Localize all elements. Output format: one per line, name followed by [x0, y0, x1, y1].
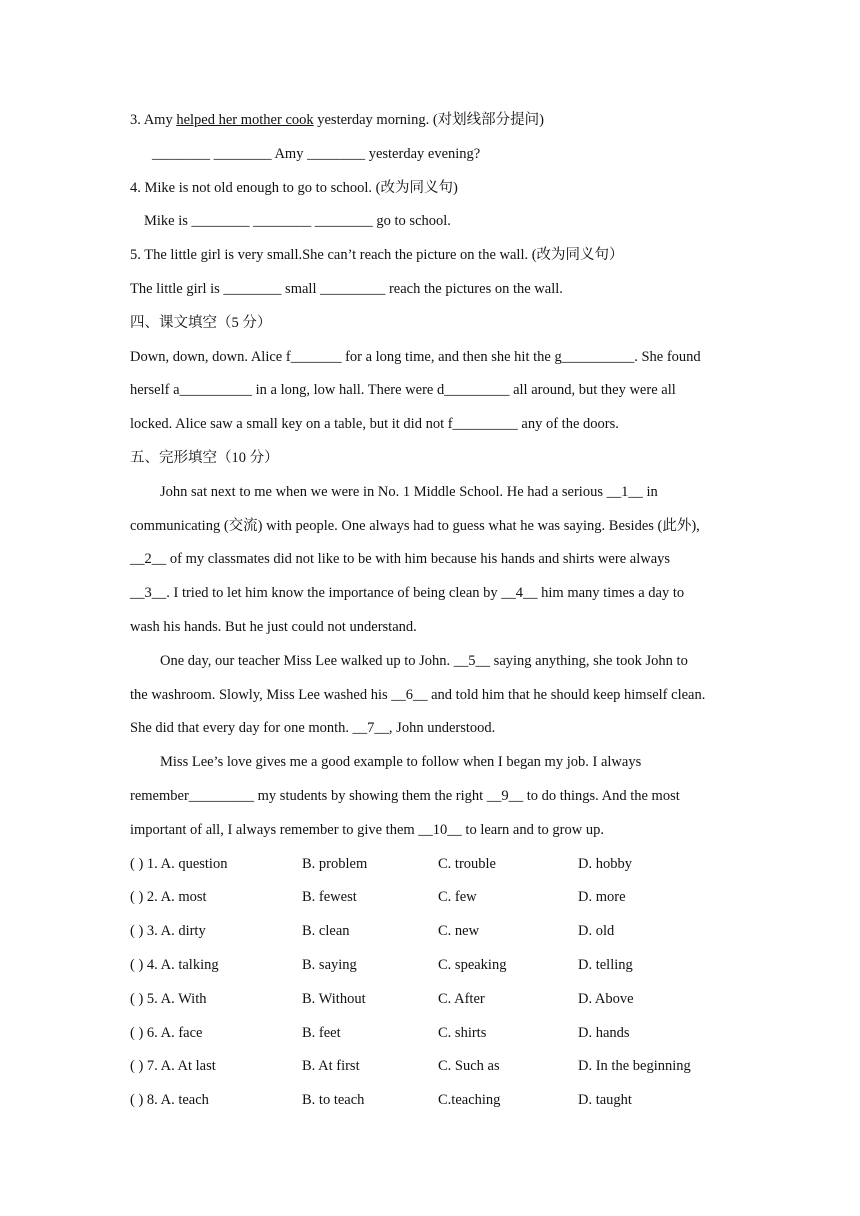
option-4-d: D. telling	[578, 956, 633, 973]
option-7-b: B. At first	[302, 1058, 360, 1075]
option-6-b: B. feet	[302, 1024, 341, 1041]
option-7-a: ( ) 7. A. At last	[130, 1058, 216, 1075]
option-3-d: D. old	[578, 923, 615, 940]
option-1-b: B. problem	[302, 855, 368, 872]
option-row-3	[130, 915, 730, 949]
option-3-a: ( ) 3. A. dirty	[130, 923, 206, 940]
option-row-6	[130, 1017, 730, 1051]
option-5-c: C. After	[438, 990, 485, 1007]
option-7-d: D. In the beginning	[578, 1058, 691, 1075]
option-8-b: B. to teach	[302, 1092, 365, 1109]
option-row-1	[130, 848, 730, 882]
section-4-heading: 四、课文填空（5 分）	[130, 314, 272, 331]
section-4-line-2-text: herself a__________ in a long, low hall. There were d_________ all around, but they were all	[130, 382, 676, 399]
option-2-c: C. few	[438, 889, 477, 906]
question-5: 5. The little girl is very small.She can’t reach the picture on the wall. (改为同义句）	[130, 247, 624, 264]
question-3-pre: 3. Amy	[130, 112, 177, 128]
option-1-c: C. trouble	[438, 855, 496, 872]
option-7-c: C. Such as	[438, 1058, 500, 1075]
option-row-7	[130, 1050, 730, 1084]
question-4-answer: Mike is ________ ________ ________ go to school.	[144, 213, 451, 230]
question-5-answer: The little girl is ________ small _________ reach the pictures on the wall.	[130, 280, 563, 297]
section-4-line-2	[130, 374, 730, 408]
question-4: 4. Mike is not old enough to go to school. (改为同义句)	[130, 179, 458, 196]
option-1-a: ( ) 1. A. question	[130, 855, 228, 872]
question-3-underlined: helped her mother cook	[176, 112, 314, 128]
option-2-d: D. more	[578, 889, 626, 906]
option-5-d: D. Above	[578, 990, 634, 1007]
option-3-c: C. new	[438, 923, 480, 940]
paragraph-1-line-4: __3__. I tried to let him know the importance of being clean by __4__ him many times a day to	[130, 585, 685, 602]
section-4-line-1: Down, down, down. Alice f_______ for a long time, and then she hit the g__________. She found	[130, 348, 701, 365]
question-3-answer: ________ ________ Amy ________ yesterday evening?	[152, 145, 481, 162]
paragraph-2-line-1: One day, our teacher Miss Lee walked up to John. __5__ saying anything, she took John to	[160, 652, 688, 669]
paragraph-2-line-2: the washroom. Slowly, Miss Lee washed his __6__ and told him that he should keep himself clean.	[130, 686, 706, 703]
option-1-d: D. hobby	[578, 855, 632, 872]
section-4-line-3: locked. Alice saw a small key on a table, but it did not f_________ any of the doors.	[130, 416, 619, 433]
option-5-b: B. Without	[302, 990, 366, 1007]
worksheet-page	[130, 104, 730, 1118]
paragraph-1-line-1: John sat next to me when we were in No. 1 Middle School. He had a serious __1__ in	[160, 483, 658, 500]
paragraph-3-line-3: important of all, I always remember to give them __10__ to learn and to grow up.	[130, 821, 604, 838]
option-2-a: ( ) 2. A. most	[130, 889, 207, 906]
options-list	[130, 848, 730, 1118]
option-8-d: D. taught	[578, 1092, 632, 1109]
paragraph-3-line-2: remember_________ my students by showing them the right __9__ to do things. And the most	[130, 787, 680, 804]
option-6-a: ( ) 6. A. face	[130, 1024, 203, 1041]
question-3	[130, 104, 730, 138]
question-3-post: yesterday morning. (对划线部分提问)	[313, 112, 544, 128]
option-8-a: ( ) 8. A. teach	[130, 1092, 209, 1109]
option-row-2	[130, 881, 730, 915]
option-row-4	[130, 949, 730, 983]
option-8-c: C.teaching	[438, 1092, 501, 1109]
option-3-b: B. clean	[302, 923, 350, 940]
option-row-8	[130, 1084, 730, 1118]
option-6-c: C. shirts	[438, 1024, 487, 1041]
option-6-d: D. hands	[578, 1024, 630, 1041]
option-row-5	[130, 983, 730, 1017]
option-4-b: B. saying	[302, 956, 357, 973]
paragraph-3-line-1: Miss Lee’s love gives me a good example to follow when I began my job. I always	[160, 754, 642, 771]
option-2-b: B. fewest	[302, 889, 357, 906]
section-5-heading: 五、完形填空（10 分）	[130, 449, 279, 466]
paragraph-1-line-3: __2__ of my classmates did not like to be with him because his hands and shirts were always	[130, 551, 671, 568]
option-5-a: ( ) 5. A. With	[130, 990, 207, 1007]
paragraph-1-line-2: communicating (交流) with people. One always had to guess what he was saying. Besides (此外),	[130, 517, 700, 534]
option-4-a: ( ) 4. A. talking	[130, 956, 219, 973]
paragraph-1-line-5: wash his hands. But he just could not understand.	[130, 618, 417, 635]
paragraph-2-line-3: She did that every day for one month. __7__, John understood.	[130, 720, 496, 737]
option-4-c: C. speaking	[438, 956, 507, 973]
